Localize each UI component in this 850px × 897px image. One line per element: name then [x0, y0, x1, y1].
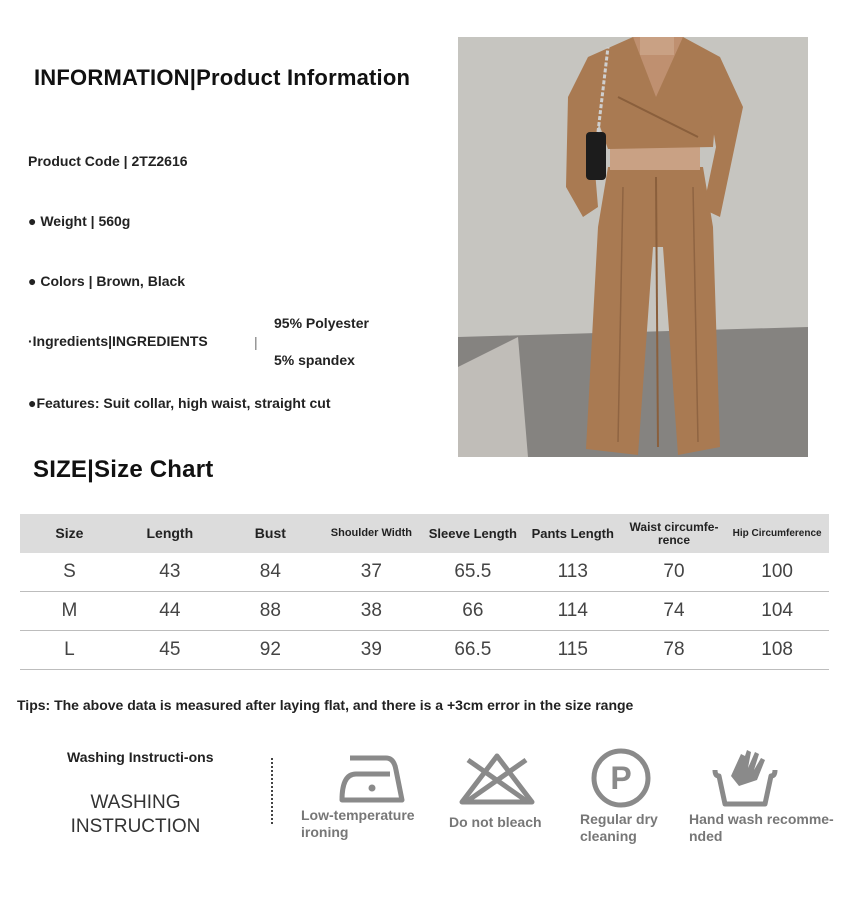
- table-cell: L: [20, 631, 119, 670]
- col-header-length: Length: [119, 514, 221, 553]
- features: ●Features: Suit collar, high waist, straight cut: [28, 395, 331, 411]
- table-cell: 88: [221, 592, 320, 631]
- col-header-waist: Waist circumfe-rence: [623, 514, 726, 553]
- size-chart-table: [20, 514, 829, 670]
- table-cell: 66: [423, 592, 523, 631]
- table-cell: 44: [119, 592, 221, 631]
- size-chart-header-row: [20, 514, 829, 553]
- table-cell: 70: [623, 553, 726, 592]
- washing-title-big: [58, 791, 213, 839]
- hand-wash-label-line-2: nded: [689, 828, 723, 844]
- no-bleach-label: Do not bleach: [449, 814, 542, 830]
- table-cell: 115: [523, 631, 623, 670]
- table-cell: 108: [725, 631, 829, 670]
- col-header-hip: Hip Circumference: [725, 514, 829, 553]
- table-cell: 104: [725, 592, 829, 631]
- model-illustration: [458, 37, 808, 457]
- info-heading: INFORMATION|Product Information: [34, 65, 411, 90]
- hand-wash-label-line-1: Hand wash recomme-: [689, 811, 834, 827]
- hand-wash-icon: [711, 746, 779, 808]
- table-cell: 84: [221, 553, 320, 592]
- iron-label-line-2: ironing: [301, 824, 349, 840]
- ingredients-divider: |: [254, 334, 258, 350]
- size-tips: Tips: The above data is measured after laying flat, and there is a +3cm error in the size range: [17, 697, 634, 713]
- weight: ● Weight | 560g: [28, 213, 131, 229]
- dry-clean-label-line-1: Regular dry: [580, 811, 658, 827]
- no-bleach-icon: [458, 752, 536, 806]
- dry-clean-symbol: P: [610, 760, 632, 796]
- washing-title-line-2: INSTRUCTION: [70, 816, 201, 837]
- table-row: [20, 592, 829, 631]
- dry-clean-icon: [590, 747, 652, 809]
- washing-title-small: Washing Instructi-ons: [67, 749, 214, 765]
- table-cell: 38: [320, 592, 423, 631]
- hand-wash-label: [689, 811, 834, 845]
- dry-clean-label: [580, 811, 658, 845]
- table-cell: 39: [320, 631, 423, 670]
- table-cell: 37: [320, 553, 423, 592]
- col-header-pants-length: Pants Length: [523, 514, 623, 553]
- size-heading: SIZE|Size Chart: [33, 456, 214, 483]
- col-header-sleeve-length: Sleeve Length: [423, 514, 523, 553]
- col-header-bust: Bust: [221, 514, 320, 553]
- col-header-shoulder-width: Shoulder Width: [320, 514, 423, 553]
- ingredient-2: 5% spandex: [274, 352, 355, 368]
- table-cell: 113: [523, 553, 623, 592]
- table-cell: M: [20, 592, 119, 631]
- table-cell: 92: [221, 631, 320, 670]
- table-cell: 45: [119, 631, 221, 670]
- dry-clean-label-line-2: cleaning: [580, 828, 637, 844]
- table-row: [20, 553, 829, 592]
- table-cell: 74: [623, 592, 726, 631]
- table-cell: 114: [523, 592, 623, 631]
- table-cell: 100: [725, 553, 829, 592]
- table-cell: 65.5: [423, 553, 523, 592]
- iron-icon: [338, 752, 406, 804]
- colors: ● Colors | Brown, Black: [28, 273, 186, 289]
- ingredient-1: 95% Polyester: [274, 315, 369, 331]
- table-cell: 66.5: [423, 631, 523, 670]
- table-cell: 78: [623, 631, 726, 670]
- table-row: [20, 631, 829, 670]
- washing-divider: [271, 758, 273, 824]
- washing-title-line-1: WASHING: [90, 792, 181, 813]
- ingredients-label: ·Ingredients|INGREDIENTS: [28, 333, 208, 349]
- product-photo: [458, 37, 808, 457]
- iron-label-line-1: Low-temperature: [301, 807, 415, 823]
- table-cell: 43: [119, 553, 221, 592]
- iron-label: [301, 807, 415, 841]
- col-header-size: Size: [20, 514, 119, 553]
- table-cell: S: [20, 553, 119, 592]
- product-code: Product Code | 2TZ2616: [28, 153, 188, 169]
